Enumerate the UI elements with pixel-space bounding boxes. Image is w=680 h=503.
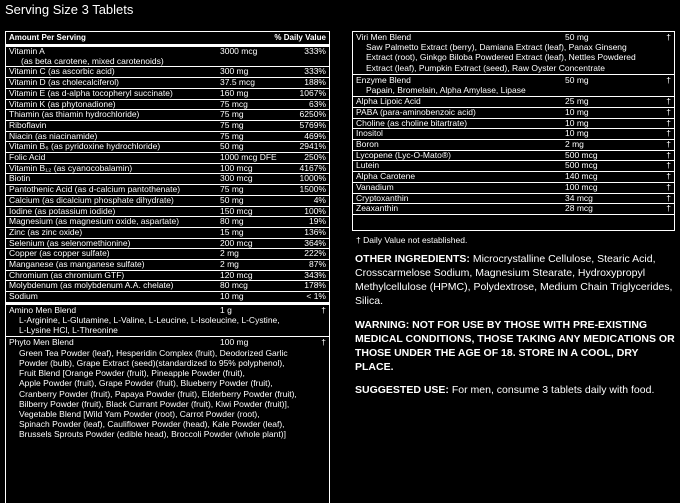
nutrient-amount: 120 mcg [220,269,253,280]
nutrient-dv: 333% [304,66,326,77]
nutrient-name: Vitamin B₁₂ (as cyanocobalamin) [9,162,133,173]
nutrient-dv: 5769% [299,119,326,130]
serving-size: Serving Size 3 Tablets [5,2,134,17]
nutrient-amount: 34 mcg [565,192,593,203]
table-row [6,110,329,121]
nutrient-name-text: Vitamin A [9,46,45,56]
table-row [353,151,674,162]
nutrient-amount: 10 mg [565,128,589,139]
table-row [353,183,674,194]
nutrient-name: Boron [356,139,379,150]
nutrient-name: Zinc (as zinc oxide) [9,226,83,237]
blend-amount: 50 mg [565,74,589,85]
nutrient-list [353,97,674,215]
suggested-use [355,383,675,397]
nutrient-dv: † [666,171,671,182]
nutrient-dv: † [666,128,671,139]
nutrient-name: Vitamin D (as cholecalciferol) [9,77,119,88]
nutrient-amount: 500 mcg [565,149,598,160]
nutrient-name: Calcium (as dicalcium phosphate dihydrate) [9,194,174,205]
table-row [6,89,329,100]
table-row [6,164,329,175]
nutrient-name: Inositol [356,128,383,139]
nutrient-dv: 469% [304,130,326,141]
nutrient-dv: † [666,160,671,171]
nutrient-amount: 10 mg [565,106,589,117]
nutrient-name: Chromium (as chromium GTF) [9,269,125,280]
nutrient-amount: 80 mg [220,216,244,227]
nutrient-amount: 100 mcg [220,162,253,173]
nutrient-amount: 300 mg [220,66,249,77]
table-row [353,119,674,130]
blend-name: Enzyme Blend [356,74,411,85]
nutrient-dv: † [666,149,671,160]
supplement-facts-left-panel [5,31,330,503]
nutrient-dv: 63% [308,98,326,109]
supplement-facts-right-panel [352,31,675,231]
nutrient-amount: 25 mg [565,96,589,107]
nutrient-dv: 136% [304,226,326,237]
nutrient-amount: 140 mcg [565,171,598,182]
suggested-use-text: For men, consume 3 tablets daily with food. [448,384,655,396]
nutrient-dv: 87% [308,259,326,270]
blend-ingredients: Saw Palmetto Extract (berry), Damiana Extract (leaf), Panax Ginseng Extract (root), Ginkgo Biloba Powdered Extract (leaf), Nettles Powdered Extract (leaf), Pumpkin Extract (seed), Raw Oyster Concentrate [366,42,636,73]
table-header [6,32,329,47]
blend-amount: 1 g [220,304,232,315]
nutrient-amount: 75 mg [220,119,244,130]
table-row [6,196,329,207]
blend-ingredients: Green Tea Powder (leaf), Hesperidin Complex (fruit), Deodorized Garlic Powder (bulb), Grape Extract (seed)(standardized to 95% polyphenol), Fruit Blend [Orange Powder (fruit), Pineapple Powder (fruit), Apple Powder (fruit), Grape Powder (fruit), Blueberry Powder (fruit), Cranberry Powder (fruit), Papaya Powder (fruit), Elderberry Powder (fruit), Bilberry Powder (fruit), Black Currant Powder (fruit), Kiwi Powder (fruit)], Vegetable Blend [Wild Yam Powder (root), Carrot Powder (root), Spinach Powder (leaf), Cauliflower Powder (head), Kale Powder (leaf), Brussels Sprouts Powder (edible head), Broccoli Powder (whole plant)] [19,347,297,440]
nutrient-amount: 1000 mcg DFE [220,152,277,163]
nutrient-name: Pantothenic Acid (as d-calcium pantothenate) [9,184,181,195]
nutrient-name: Vitamin E (as d-alpha tocopheryl succinate) [9,87,173,98]
nutrient-name: Iodine (as potassium iodide) [9,205,116,216]
table-row [353,172,674,183]
nutrient-name: Zeaxanthin [356,203,399,214]
nutrient-name: Vitamin C (as ascorbic acid) [9,66,115,77]
daily-value-header: % Daily Value [274,33,326,42]
left-table [6,32,329,503]
suggested-use-label: SUGGESTED USE: [355,384,449,396]
nutrient-list [6,47,329,305]
nutrient-name: Sodium [9,291,38,302]
nutrient-name: Vitamin K (as phytonadione) [9,98,116,109]
daily-value-note: † Daily Value not established. [356,235,468,245]
nutrient-amount: 300 mcg [220,173,253,184]
nutrient-amount: 15 mg [220,226,244,237]
nutrient-amount: 500 mcg [565,160,598,171]
blend-dv: † [321,304,326,315]
nutrient-dv: 6250% [299,109,326,120]
blend-dv: † [321,337,326,348]
warning-text: WARNING: NOT FOR USE BY THOSE WITH PRE-EXISTING MEDICAL CONDITIONS, THOSE TAKING ANY MEDICATIONS OR THOSE UNDER THE AGE OF 18. STORE IN A COOL, DRY PLACE. [355,319,675,373]
nutrient-amount: 100 mcg [565,181,598,192]
blend-amount: 100 mg [220,337,249,348]
nutrient-name: Vanadium [356,181,394,192]
viri-men-blend [353,32,674,75]
nutrient-dv: † [666,203,671,214]
nutrient-dv: 100% [304,205,326,216]
nutrient-dv: 188% [304,77,326,88]
nutrient-amount: 200 mcg [220,237,253,248]
nutrient-amount: 75 mcg [220,98,248,109]
blend-dv: † [666,74,671,85]
nutrient-name: Lycopene (Lyc-O-Mato®) [356,149,451,160]
nutrient-name: Choline (as choline bitartrate) [356,117,468,128]
nutrient-name: Vitamin B₆ (as pyridoxine hydrochloride) [9,141,161,152]
nutrient-name: Copper (as copper sulfate) [9,248,110,259]
nutrient-dv: † [666,106,671,117]
nutrient-dv: † [666,192,671,203]
enzyme-blend [353,75,674,97]
nutrient-name: Selenium (as selenomethionine) [9,237,131,248]
nutrient-amount: 3000 mcg [220,46,258,56]
other-ingredients-label: OTHER INGREDIENTS: [355,253,470,265]
nutrient-amount: 50 mg [220,194,244,205]
nutrient-name: Thiamin (as thiamin hydrochloride) [9,109,140,120]
nutrient-amount: 2 mg [565,139,584,150]
blend-name: Phyto Men Blend [9,337,74,348]
table-row [6,47,329,67]
right-table [353,32,674,230]
nutrient-dv: † [666,117,671,128]
nutrient-dv: † [666,181,671,192]
nutrient-amount: 75 mg [220,109,244,120]
amino-men-blend [6,305,329,338]
nutrient-amount: 75 mg [220,130,244,141]
blend-ingredients: L-Arginine, L-Glutamine, L-Valine, L-Leucine, L-Isoleucine, L-Cystine, L-Lysine HCl, L-Threonine [19,315,280,336]
nutrient-amount: 2 mg [220,248,239,259]
table-row [6,281,329,292]
phyto-men-blend [6,337,329,440]
nutrient-name: Manganese (as manganese sulfate) [9,259,145,270]
blend-name: Amino Men Blend [9,304,77,315]
nutrient-dv: 19% [308,216,326,227]
nutrient-amount: 160 mg [220,87,249,98]
nutrient-dv: 222% [304,248,326,259]
nutrient-dv: 1000% [299,173,326,184]
nutrient-dv: 4167% [299,162,326,173]
amount-per-serving-header: Amount Per Serving [9,33,86,42]
nutrient-dv: 1500% [299,184,326,195]
nutrient-dv: 178% [304,280,326,291]
nutrient-amount: 150 mcg [220,205,253,216]
blend-ingredients: Papain, Bromelain, Alpha Amylase, Lipase [366,85,526,96]
nutrient-dv: 343% [304,269,326,280]
nutrient-dv: 364% [304,237,326,248]
nutrient-amount: 10 mg [565,117,589,128]
other-ingredients-text: Microcrystalline Cellulose, Stearic Acid, Crosscarmelose Sodium, Magnesium Stearate, Hydroxypropyl Methylcellulose (HPMC), Polydextrose, Medium Chain Triglycerides, Silica. [355,253,673,307]
nutrient-dv: 4% [313,194,326,205]
nutrient-name: Riboflavin [9,119,47,130]
nutrient-amount: 10 mg [220,291,244,302]
nutrient-amount: 75 mg [220,184,244,195]
nutrient-name: Niacin (as niacinamide) [9,130,98,141]
nutrient-dv: 333% [304,46,326,56]
nutrient-amount: 28 mcg [565,203,593,214]
nutrient-dv: 250% [304,152,326,163]
nutrient-source: (as beta carotene, mixed carotenoids) [21,55,164,66]
nutrient-name [9,47,220,66]
table-row [353,194,674,205]
nutrient-dv: † [666,139,671,150]
nutrient-amount: 50 mg [220,141,244,152]
nutrient-name: Folic Acid [9,152,46,163]
nutrient-dv: 1067% [299,87,326,98]
nutrient-amount: 37.5 mcg [220,77,255,88]
nutrient-name: Cryptoxanthin [356,192,409,203]
nutrient-name: Alpha Carotene [356,171,416,182]
blend-name: Viri Men Blend [356,32,412,42]
table-row [353,129,674,140]
nutrient-amount: 80 mcg [220,280,248,291]
nutrient-name: Magnesium (as magnesium oxide, aspartate) [9,216,180,227]
nutrient-name: Alpha Lipoic Acid [356,96,421,107]
blend-dv: † [666,32,671,42]
nutrient-name: Biotin [9,173,31,184]
table-row [6,292,329,305]
blend-amount: 50 mg [565,32,589,42]
nutrient-dv: < 1% [306,291,326,302]
table-row [353,204,674,215]
table-row [6,142,329,153]
nutrient-dv: † [666,96,671,107]
nutrient-amount: 2 mg [220,259,239,270]
nutrient-dv: 2941% [299,141,326,152]
nutrient-name: Molybdenum (as molybdenum A.A. chelate) [9,280,174,291]
nutrient-name: Lutein [356,160,380,171]
nutrient-name: PABA (para-aminobenzoic acid) [356,106,476,117]
other-ingredients [355,252,675,308]
